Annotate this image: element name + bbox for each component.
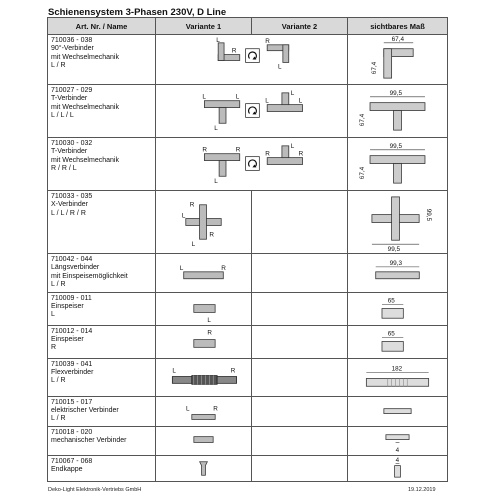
page-title: Schienensystem 3-Phasen 230V, D Line xyxy=(48,7,227,18)
row-description xyxy=(48,254,156,293)
label-l: L xyxy=(216,36,220,44)
label-r: R xyxy=(209,231,215,239)
endcap-dimension-drawing xyxy=(348,456,447,481)
dimension-length: 65 xyxy=(387,330,395,338)
article-polarity: L / R xyxy=(51,281,66,289)
label-r: R xyxy=(265,150,270,158)
row-description xyxy=(48,325,156,358)
flex-connector-variant1 xyxy=(156,359,251,396)
label-r: R xyxy=(265,37,270,45)
straight-connector-variant1 xyxy=(156,254,251,292)
t-connector-diagram xyxy=(156,85,347,137)
row-description xyxy=(48,455,156,481)
dimension-width: 67,4 xyxy=(391,35,405,43)
swap-icon xyxy=(246,104,260,118)
label-r: R xyxy=(207,329,212,337)
article-name: Endkappe xyxy=(51,466,83,474)
label-l: L xyxy=(202,93,206,101)
table-row xyxy=(48,85,448,138)
label-r: R xyxy=(189,201,195,209)
dimension-height: 67,4 xyxy=(359,166,367,180)
row-description xyxy=(48,191,156,254)
endcap-variant1 xyxy=(156,456,251,481)
dimension-cell xyxy=(348,35,448,85)
label-l: L xyxy=(290,89,295,97)
x-dimension-drawing xyxy=(348,191,447,253)
dimension-length: 4 xyxy=(395,446,400,454)
variant-cell xyxy=(156,358,252,396)
article-number: 710015 - 017 xyxy=(51,398,93,406)
article-name: Flexverbinder xyxy=(51,369,94,377)
dimension-cell xyxy=(348,191,448,254)
dimension-width: 99,5 xyxy=(387,246,401,253)
empty-cell xyxy=(252,254,348,293)
table-row xyxy=(48,138,448,191)
label-r: R xyxy=(230,367,236,375)
article-number: 710067 - 068 xyxy=(51,457,93,465)
feed-r-dimension-drawing xyxy=(348,326,447,358)
t-connector-rrl-variant1 xyxy=(202,147,240,185)
variant-cell xyxy=(156,138,348,191)
row-description xyxy=(48,35,156,85)
t-connector-rrl-diagram xyxy=(156,138,347,190)
article-polarity: L / R xyxy=(51,62,66,70)
table-row xyxy=(48,358,448,396)
variant-cell xyxy=(156,191,252,254)
dimension-height: 67,4 xyxy=(370,61,378,75)
article-polarity: L / R xyxy=(51,377,66,385)
dimension-cell xyxy=(348,396,448,426)
article-polarity: L / L / L xyxy=(51,112,74,120)
empty-cell xyxy=(252,396,348,426)
variant-cell xyxy=(156,455,252,481)
article-number: 710012 - 014 xyxy=(51,327,93,335)
article-detail: mit Wechselmechanik xyxy=(51,103,119,111)
label-l: L xyxy=(191,241,196,249)
table-row xyxy=(48,191,448,254)
empty-cell xyxy=(252,292,348,325)
article-name: Einspeiser xyxy=(51,336,84,344)
dimension-cell xyxy=(348,292,448,325)
dimension-cell xyxy=(348,85,448,138)
article-detail: mit Einspeisemöglichkeit xyxy=(51,272,128,280)
dimension-cell xyxy=(348,254,448,293)
x-connector-variant1 xyxy=(156,191,251,253)
article-name: mechanischer Verbinder xyxy=(51,437,127,445)
row-description xyxy=(48,292,156,325)
label-r: R xyxy=(235,146,241,154)
footer-date: 19.12.2019 xyxy=(408,487,436,493)
label-r: R xyxy=(298,150,304,158)
article-number: 710033 - 035 xyxy=(51,193,93,200)
dimension-width: 99,5 xyxy=(389,89,403,97)
table-row xyxy=(48,325,448,358)
mechanical-dimension-drawing xyxy=(348,427,447,455)
label-r: R xyxy=(202,146,208,154)
swap-icon xyxy=(246,49,260,63)
table-row xyxy=(48,455,448,481)
empty-cell xyxy=(252,191,348,254)
header-variante-2: Variante 2 xyxy=(252,18,348,35)
label-l: L xyxy=(207,316,211,324)
table-row xyxy=(48,292,448,325)
article-number: 710042 - 044 xyxy=(51,256,93,263)
dimension-width: 99,5 xyxy=(389,142,403,150)
corner-connector-diagram xyxy=(156,35,347,84)
label-l: L xyxy=(265,97,269,105)
article-polarity: R xyxy=(51,344,57,352)
article-polarity: L xyxy=(51,311,55,319)
product-table xyxy=(47,17,448,482)
t2-dimension-drawing xyxy=(348,138,447,190)
row-description xyxy=(48,396,156,426)
article-detail: mit Wechselmechanik xyxy=(51,156,119,164)
table-row xyxy=(48,254,448,293)
article-polarity: L / R xyxy=(51,415,66,423)
corner-connector-variant1 xyxy=(216,37,240,61)
variant-cell xyxy=(156,292,252,325)
label-l: L xyxy=(277,63,282,71)
row-description xyxy=(48,138,156,191)
variant-cell xyxy=(156,426,252,455)
row-description xyxy=(48,85,156,138)
empty-cell xyxy=(252,325,348,358)
article-polarity: L / L / R / R xyxy=(51,209,86,217)
label-l: L xyxy=(179,264,184,272)
dimension-cell xyxy=(348,455,448,481)
article-name: X-Verbinder xyxy=(51,201,88,209)
variant-cell xyxy=(156,325,252,358)
mechanical-connector-variant1 xyxy=(156,427,251,455)
dimension-length: 99,3 xyxy=(389,259,403,267)
footer-company: Deko-Light Elektronik-Vertriebs GmbH xyxy=(48,487,142,493)
feed-r-variant1 xyxy=(156,326,251,358)
swap-icon xyxy=(246,157,260,171)
article-name: T-Verbinder xyxy=(51,148,88,156)
dimension-length: 65 xyxy=(387,297,395,305)
table-row xyxy=(48,426,448,455)
dimension-length: 182 xyxy=(391,365,403,373)
article-name: Einspeiser xyxy=(51,303,84,311)
variant-cell xyxy=(156,254,252,293)
header-variante-1: Variante 1 xyxy=(156,18,252,35)
feed-l-variant1 xyxy=(156,293,251,325)
dimension-length: 4 xyxy=(395,456,400,464)
article-name: T-Verbinder xyxy=(51,95,88,103)
article-number: 710027 - 029 xyxy=(51,87,93,94)
variant-cell xyxy=(156,35,348,85)
article-number: 710036 - 038 xyxy=(51,37,93,44)
empty-cell xyxy=(252,455,348,481)
article-number: 710009 - 011 xyxy=(51,294,92,302)
label-l: L xyxy=(214,125,218,133)
article-name: 90°-Verbinder xyxy=(51,45,94,53)
table-row xyxy=(48,35,448,85)
dimension-height: 67,4 xyxy=(359,113,367,127)
article-number: 710030 - 032 xyxy=(51,140,93,147)
label-r: R xyxy=(213,405,218,413)
table-header xyxy=(48,18,448,35)
t-connector-variant1 xyxy=(202,94,239,132)
row-description xyxy=(48,426,156,455)
feed-l-dimension-drawing xyxy=(348,293,447,325)
article-name: elektrischer Verbinder xyxy=(51,407,119,415)
empty-cell xyxy=(252,358,348,396)
variant-cell xyxy=(156,396,252,426)
electric-connector-variant1 xyxy=(156,397,251,426)
empty-cell xyxy=(252,426,348,455)
label-l: L xyxy=(185,405,190,413)
dimension-height: 99,5 xyxy=(425,208,433,222)
article-name: Längsverbinder xyxy=(51,264,100,272)
article-detail: mit Wechselmechanik xyxy=(51,53,119,61)
corner-connector-variant2 xyxy=(265,38,289,70)
t-connector-variant2 xyxy=(265,90,302,112)
dimension-cell xyxy=(348,138,448,191)
t-dimension-drawing xyxy=(348,85,447,137)
label-r: R xyxy=(231,47,237,55)
row-description xyxy=(48,358,156,396)
label-l: L xyxy=(181,212,186,220)
header-art-nr: Art. Nr. / Name xyxy=(48,18,156,35)
electric-connector-drawing xyxy=(348,397,447,426)
label-l: L xyxy=(235,93,240,101)
dimension-cell xyxy=(348,358,448,396)
dimension-cell xyxy=(348,325,448,358)
article-number: 710039 - 041 xyxy=(51,360,93,368)
straight-dimension-drawing xyxy=(348,254,447,292)
dimension-cell xyxy=(348,426,448,455)
label-l: L xyxy=(298,97,303,105)
label-r: R xyxy=(221,264,226,272)
header-sichtbares-mass: sichtbares Maß xyxy=(348,18,448,35)
flex-dimension-drawing xyxy=(348,359,447,396)
variant-cell xyxy=(156,85,348,138)
table-row xyxy=(48,396,448,426)
label-l: L xyxy=(214,178,218,186)
article-number: 710018 - 020 xyxy=(51,428,93,436)
label-l: L xyxy=(172,367,176,375)
corner-dimension-drawing xyxy=(348,35,447,84)
article-polarity: R / R / L xyxy=(51,165,77,173)
t-connector-rrl-variant2 xyxy=(265,143,303,165)
label-l: L xyxy=(290,142,295,150)
